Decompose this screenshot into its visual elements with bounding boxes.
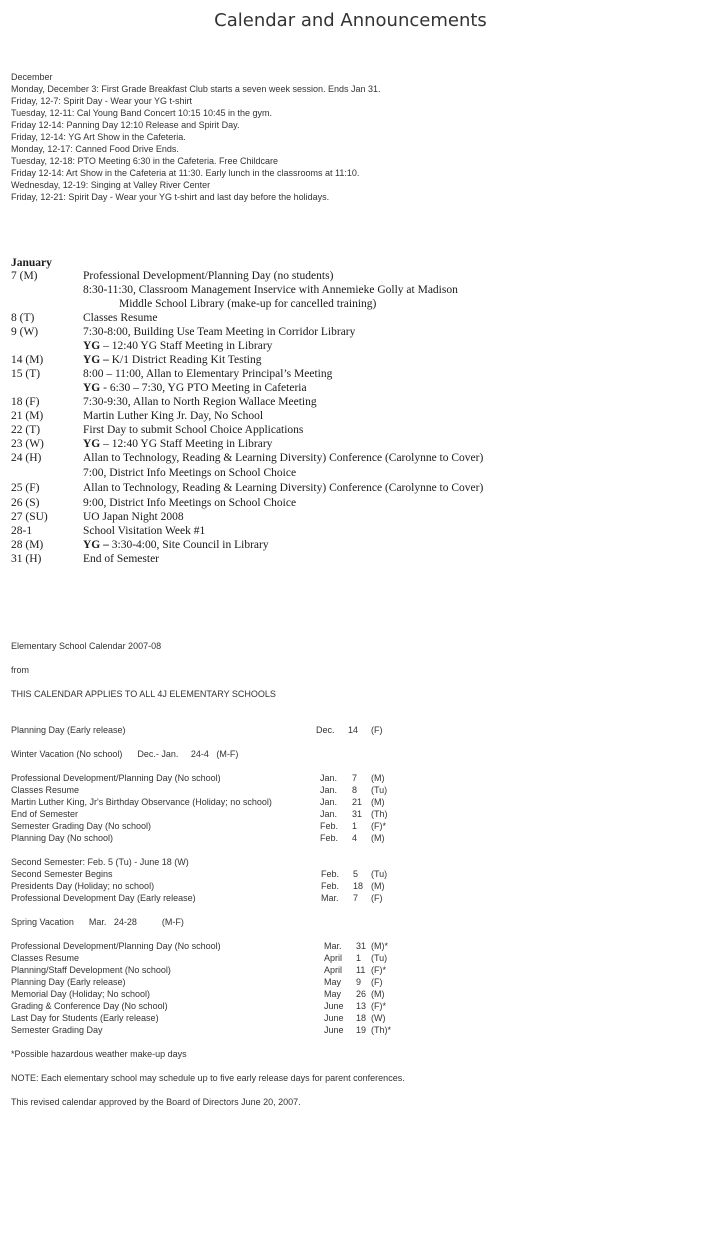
- calendar-event-month: Jan.: [320, 797, 338, 807]
- calendar-event-day: 7: [353, 893, 359, 903]
- january-date: 15 (T): [11, 368, 41, 380]
- january-event: [83, 284, 458, 296]
- january-event-text: UO Japan Night 2008: [83, 511, 184, 523]
- calendar-event-label: Semester Grading Day: [11, 1025, 103, 1035]
- calendar-event-label: Planning/Staff Development (No school): [11, 965, 171, 975]
- calendar-event-weekday: (Tu): [371, 953, 388, 963]
- calendar-event-month: Feb.: [320, 821, 339, 831]
- calendar-event-day: 1: [352, 821, 358, 831]
- december-item: Monday, December 3: First Grade Breakfast Club starts a seven week session. Ends Jan 31.: [11, 84, 381, 94]
- calendar-event-day: 21: [352, 797, 363, 807]
- january-date: 31 (H): [11, 553, 42, 565]
- january-event: [83, 482, 483, 494]
- january-event-text: 7:30-9:30, Allan to North Region Wallace Meeting: [83, 396, 317, 408]
- yg-label: YG: [83, 438, 101, 450]
- calendar-event-label: Professional Development/Planning Day (No school): [11, 773, 221, 783]
- january-event-text: End of Semester: [83, 553, 160, 565]
- january-event: [83, 525, 205, 537]
- calendar-event-label: Planning Day (Early release): [11, 977, 126, 987]
- calendar-event-day: 1: [356, 953, 362, 963]
- calendar-from: from: [11, 665, 29, 675]
- january-event-text: First Day to submit School Choice Applications: [83, 424, 304, 436]
- calendar-event-day: 19: [356, 1025, 367, 1035]
- january-event: [83, 497, 296, 509]
- calendar-event-label: Last Day for Students (Early release): [11, 1013, 159, 1023]
- calendar-event-label: End of Semester: [11, 809, 79, 819]
- calendar-event-label: Grading & Conference Day (No school): [11, 1001, 168, 1011]
- january-event-text: 7:30-8:00, Building Use Team Meeting in Corridor Library: [83, 326, 356, 338]
- page-title: Calendar and Announcements: [214, 10, 487, 31]
- january-event: [119, 298, 376, 310]
- january-event-text: Martin Luther King Jr. Day, No School: [83, 410, 264, 422]
- january-event-text: – 12:40 YG Staff Meeting in Library: [100, 340, 273, 352]
- calendar-event-weekday: (F)*: [371, 821, 386, 831]
- calendar-event-month: Dec.: [316, 725, 335, 735]
- january-event-text: 3:30-4:00, Site Council in Library: [108, 539, 269, 551]
- january-event: [83, 382, 307, 394]
- january-event-text: – 12:40 YG Staff Meeting in Library: [100, 438, 273, 450]
- calendar-event-weekday: (M): [371, 989, 385, 999]
- calendar-event-month: Jan.: [320, 809, 338, 819]
- december-item: Friday, 12-21: Spirit Day - Wear your YG t-shirt and last day before the holidays.: [11, 192, 330, 202]
- yg-label: YG: [83, 382, 101, 394]
- january-date: 26 (S): [11, 497, 40, 509]
- december-item: Friday 12-14: Art Show in the Cafeteria at 11:30. Early lunch in the classrooms at 11:10.: [11, 168, 360, 178]
- january-event: [83, 438, 272, 450]
- calendar-event-month: Jan.: [320, 773, 338, 783]
- january-event: [83, 539, 269, 551]
- january-event: [83, 270, 333, 282]
- january-event-text: 9:00, District Info Meetings on School Choice: [83, 497, 297, 509]
- yg-label: YG: [83, 340, 101, 352]
- calendar-event-day: 26: [356, 989, 367, 999]
- january-date: 25 (F): [11, 482, 40, 494]
- january-event: [83, 410, 263, 422]
- calendar-event-day: 7: [352, 773, 358, 783]
- calendar-event-day: 11: [356, 965, 366, 975]
- december-item: Friday 12-14: Panning Day 12:10 Release and Spirit Day.: [11, 120, 240, 130]
- calendar-event-label: Classes Resume: [11, 953, 80, 963]
- calendar-event-label: Classes Resume: [11, 785, 80, 795]
- january-heading: January: [11, 257, 52, 269]
- calendar-event-weekday: (F): [371, 977, 383, 987]
- yg-label: YG –: [83, 354, 109, 366]
- calendar-event-weekday: (Tu): [371, 785, 388, 795]
- calendar-event-day: 4: [352, 833, 358, 843]
- january-date: 28 (M): [11, 539, 44, 551]
- calendar-approved: This revised calendar approved by the Board of Directors June 20, 2007.: [11, 1097, 301, 1107]
- calendar-event-month: Feb.: [320, 833, 339, 843]
- january-event: [83, 312, 157, 324]
- calendar-event-month: June: [324, 1013, 344, 1023]
- january-event: [83, 340, 272, 352]
- january-event-text: 8:30-11:30, Classroom Management Inservice with Annemieke Golly at Madison: [83, 284, 458, 296]
- calendar-event-day: 18: [356, 1013, 367, 1023]
- calendar-event-day: 14: [348, 725, 359, 735]
- calendar-event-day: 8: [352, 785, 358, 795]
- january-event-text: 8:00 – 11:00, Allan to Elementary Principal’s Meeting: [83, 368, 333, 380]
- calendar-event-month: Mar.: [321, 893, 339, 903]
- january-date: 8 (T): [11, 312, 35, 324]
- january-event: [83, 511, 184, 523]
- january-event: [83, 452, 483, 464]
- calendar-event-weekday: (Tu): [371, 869, 388, 879]
- calendar-event-weekday: (M)*: [371, 941, 388, 951]
- january-date: 7 (M): [11, 270, 38, 282]
- january-event: [83, 354, 262, 366]
- calendar-event-month: Mar.: [324, 941, 342, 951]
- january-date: 24 (H): [11, 452, 42, 464]
- january-date: 9 (W): [11, 326, 39, 338]
- calendar-title: Elementary School Calendar 2007-08: [11, 641, 162, 651]
- calendar-event-weekday: (F): [371, 893, 383, 903]
- january-event: [83, 467, 296, 479]
- calendar-applies: THIS CALENDAR APPLIES TO ALL 4J ELEMENTARY SCHOOLS: [11, 689, 276, 699]
- calendar-footnote: *Possible hazardous weather make-up days: [11, 1049, 187, 1059]
- calendar-event-month: May: [324, 977, 342, 987]
- calendar-event-day: 18: [353, 881, 364, 891]
- calendar-event-label: Planning Day (No school): [11, 833, 114, 843]
- spring-vacation: Spring Vacation Mar. 24-28 (M-F): [11, 917, 184, 927]
- calendar-event-day: 13: [356, 1001, 367, 1011]
- calendar-event-label: Semester Grading Day (No school): [11, 821, 152, 831]
- calendar-event-month: April: [324, 965, 343, 975]
- calendar-event-weekday: (M): [371, 881, 385, 891]
- january-event-text: Allan to Technology, Reading & Learning Diversity) Conference (Carolynne to Cover): [83, 452, 484, 464]
- calendar-event-month: Feb.: [321, 881, 340, 891]
- calendar-event-month: June: [324, 1001, 344, 1011]
- january-date: 28-1: [11, 525, 33, 537]
- calendar-event-day: 5: [353, 869, 359, 879]
- calendar-event-weekday: (M): [371, 833, 385, 843]
- calendar-event-weekday: (M): [371, 797, 385, 807]
- december-item: Tuesday, 12-18: PTO Meeting 6:30 in the Cafeteria. Free Childcare: [11, 156, 278, 166]
- calendar-event-label: Memorial Day (Holiday; No school): [11, 989, 151, 999]
- calendar-event-month: June: [324, 1025, 344, 1035]
- yg-label: YG –: [83, 539, 109, 551]
- calendar-event-weekday: (F)*: [371, 965, 386, 975]
- second-semester: Second Semester: Feb. 5 (Tu) - June 18 (W): [11, 857, 189, 867]
- calendar-event-weekday: (M): [371, 773, 385, 783]
- calendar-event-label: Professional Development Day (Early release): [11, 893, 196, 903]
- january-date: 27 (SU): [11, 511, 48, 523]
- january-event: [83, 553, 159, 565]
- calendar-event-label: Martin Luther King, Jr's Birthday Observance (Holiday; no school): [11, 797, 272, 807]
- calendar-event-label: Presidents Day (Holiday; no school): [11, 881, 155, 891]
- calendar-event-month: May: [324, 989, 342, 999]
- calendar-event-label: Second Semester Begins: [11, 869, 113, 879]
- january-date: 22 (T): [11, 424, 41, 436]
- calendar-event-day: 31: [352, 809, 363, 819]
- calendar-event-label: Planning Day (Early release): [11, 725, 126, 735]
- calendar-event-weekday: (F)*: [371, 1001, 386, 1011]
- december-heading: December: [11, 72, 53, 82]
- calendar-event-month: Feb.: [321, 869, 340, 879]
- january-event: [83, 368, 332, 380]
- january-event-text: - 6:30 – 7:30, YG PTO Meeting in Cafeteria: [100, 382, 307, 394]
- january-date: 23 (W): [11, 438, 44, 450]
- january-event-text: Classes Resume: [83, 312, 158, 324]
- january-event-text: K/1 District Reading Kit Testing: [108, 354, 262, 366]
- january-event-text: Middle School Library (make-up for cancelled training): [119, 298, 377, 310]
- january-event-text: Allan to Technology, Reading & Learning Diversity) Conference (Carolynne to Cover): [83, 482, 484, 494]
- calendar-event-day: 9: [356, 977, 362, 987]
- january-event: [83, 326, 355, 338]
- calendar-event-day: 31: [356, 941, 367, 951]
- january-event: [83, 396, 317, 408]
- calendar-event-weekday: (W): [371, 1013, 386, 1023]
- january-event-text: School Visitation Week #1: [83, 525, 206, 537]
- december-item: Wednesday, 12-19: Singing at Valley River Center: [11, 180, 211, 190]
- calendar-event-month: Jan.: [320, 785, 338, 795]
- calendar-event-weekday: (Th)*: [371, 1025, 391, 1035]
- january-event-text: Professional Development/Planning Day (no students): [83, 270, 334, 282]
- calendar-event-weekday: (F): [371, 725, 383, 735]
- january-date: 14 (M): [11, 354, 44, 366]
- calendar-note: NOTE: Each elementary school may schedule up to five early release days for parent conferences.: [11, 1073, 405, 1083]
- calendar-event-label: Professional Development/Planning Day (No school): [11, 941, 221, 951]
- january-date: 21 (M): [11, 410, 44, 422]
- january-event-text: 7:00, District Info Meetings on School Choice: [83, 467, 297, 479]
- calendar-event-weekday: (Th): [371, 809, 388, 819]
- january-event: [83, 424, 303, 436]
- december-item: Friday, 12-7: Spirit Day - Wear your YG t-shirt: [11, 96, 193, 106]
- winter-vacation: Winter Vacation (No school) Dec.- Jan. 24-4 (M-F): [11, 749, 239, 759]
- december-item: Monday, 12-17: Canned Food Drive Ends.: [11, 144, 179, 154]
- december-item: Tuesday, 12-11: Cal Young Band Concert 10:15 10:45 in the gym.: [11, 108, 273, 118]
- january-date: 18 (F): [11, 396, 40, 408]
- december-item: Friday, 12-14: YG Art Show in the Cafeteria.: [11, 132, 186, 142]
- calendar-event-month: April: [324, 953, 343, 963]
